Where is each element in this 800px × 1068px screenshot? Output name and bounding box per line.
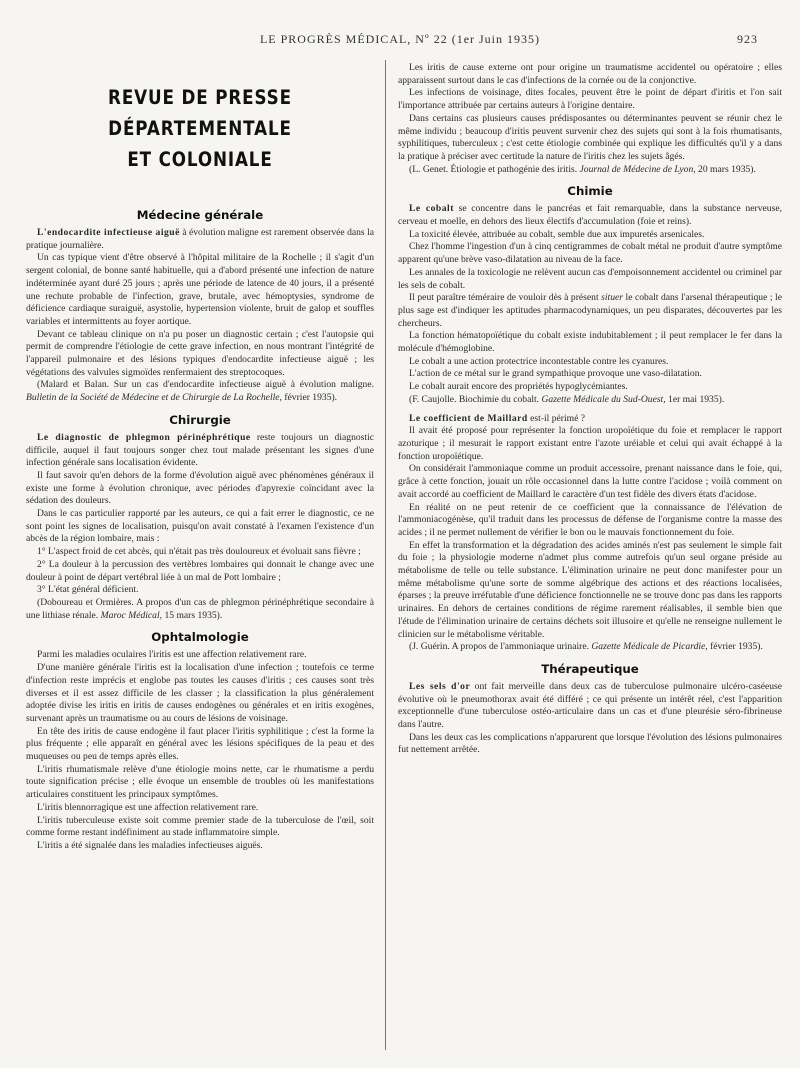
paragraph: Devant ce tableau clinique on n'a pu poser un diagnostic certain ; c'est l'autopsie qui permit de comprendre l'étiologie de cette grave infection, en nous montrant l'intégrité de l'appareil pulmonaire et des lésions typiques d'endocardite infectieuse aiguë ; les végétations des valvules sigmoïdes renfermaient des streptocoques.	[26, 328, 374, 378]
paragraph: Il peut paraître téméraire de vouloir dès à présent situer le cobalt dans l'arsenal thérapeutique ; le plus sage est d'indiquer les aptitudes pharmacodynamiques, un peu disparates, découvertes par les chercheurs.	[398, 292, 782, 329]
paragraph: Le cobalt a une action protectrice incontestable contre les cyanures.	[409, 355, 669, 367]
left-column	[26, 62, 374, 853]
list-item: 2° La douleur à la percussion des vertèbres lombaires qui donnait le change avec une douleur à point de départ vertébral liée à un mal de Pott lombaire ;	[26, 558, 374, 583]
review-title-line1: REVUE DE PRESSE DÉPARTEMENTALE	[108, 86, 292, 140]
list-item: 1° L'aspect froid de cet abcès, qui n'était pas très douloureux et évoluait sans fièvre ;	[37, 546, 361, 558]
lead-term: Le diagnostic de phlegmon périnéphrétique	[37, 431, 251, 443]
lead-term: Le coefficient de Maillard	[409, 412, 528, 424]
paragraph: D'une manière générale l'iritis est la localisation d'une infection ; toutefois ce terme d'infection reste imprécis et englobe pas toutes les causes d'iritis ; ces causes sont très diverses et il est assez difficile de les classer ; la classification la plus généralement adoptée divise les iritis en iritis de causes endogènes ou générales et en iritis exogènes, survenant après un traumatisme ou au cours de lésions de voisinage.	[26, 662, 374, 724]
review-title	[50, 82, 349, 175]
paragraph: Un cas typique vient d'être observé à l'hôpital militaire de la Rochelle ; il s'agit d'un sergent colonial, de bonne santé habituelle, qui a d'abord présenté une infection de nature indéterminée ayant duré 25 jours ; après une période de latence de 40 jours, il a présenté une rechute probable de l'infection, grave, brutale, avec hémoptysies, syndrome de déficience cardiaque suraiguë, asystolie, hypertension violente, bruit de galop et souffles variables et intermittents au foyer aortique.	[26, 252, 374, 327]
section-heading-chimie: Chimie	[567, 184, 613, 199]
lead-term: Le cobalt	[409, 203, 454, 215]
paragraph: La fonction hématopoïétique du cobalt existe indubitablement ; il peut remplacer le fer dans la molécule d'hémoglobine.	[398, 330, 782, 355]
paragraph: On considérait l'ammoniaque comme un produit accessoire, prenant naissance dans le foie, qui, grâce à cette fonction, jouait un rôle occasionnel dans la lutte contre l'acidose ; voilà comment on avait accordé au coefficient de Maillard le caractère d'un test fidèle des divers états d'acidose.	[398, 463, 782, 500]
journal-name: Maroc Médical,	[100, 609, 163, 621]
paragraph: En réalité on ne peut retenir de ce coefficient que la connaissance de l'élévation de l'ammoniacogénèse, qu'il traduit dans les processus de défense de l'organisme contre la masse des acides ; il ne permet nullement de vérifier le bon ou le mauvais fonctionnement du foie.	[398, 501, 782, 538]
reference: (Doboureau et Ormières. A propos d'un cas de phlegmon périnéphrétique secondaire à une lithiase rénale. Maroc Médical, 15 mars 1935).	[26, 596, 374, 621]
reference: (J. Guérin. A propos de l'ammoniaque urinaire. Gazette Médicale de Picardie, février 1935).	[409, 641, 763, 653]
running-title: LE PROGRÈS MÉDICAL, Nº 22 (1er Juin 1935)	[259, 32, 541, 46]
reference: (Malard et Balan. Sur un cas d'endocardite infectieuse aiguë à évolution maligne. Bulletin de la Société de Médecine et de Chirurgie de La Rochelle, février 1935).	[26, 379, 374, 404]
lead-term: L'endocardite infectieuse aiguë	[37, 227, 180, 238]
paragraph: En tête des iritis de cause endogène il faut placer l'iritis syphilitique ; c'est la forme la plus fréquente ; elle apparaît en général avec les lésions spécifiques de la peau et des muqueuses ou peu de temps après elles.	[26, 725, 374, 763]
paragraph: Dans certains cas plusieurs causes prédisposantes ou déterminantes peuvent se réunir chez le même individu ; beaucoup d'iritis peuvent survenir chez des sujets qui sont à la fois rhumatisants, syphilitiques, tuberculeux ; c'est cette étiologie combinée qui explique les difficultés qu'il y a dans la pratique à préciser avec certitude la nature de l'iritis chez les sujets âgés.	[398, 112, 782, 162]
paragraph: L'iritis a été signalée dans les maladies infectieuses aiguës.	[37, 839, 263, 851]
paragraph: L'endocardite infectieuse aiguë à évolution maligne est rarement observée dans la pratique journalière.	[26, 227, 374, 251]
paragraph: Les infections de voisinage, dites focales, peuvent être le point de départ d'iritis et l'on sait l'importance attribuée par certains auteurs à l'origine dentaire.	[398, 87, 782, 112]
paragraph: Le cobalt aurait encore des propriétés hypoglycémiantes.	[409, 381, 628, 393]
journal-name: Journal de Médecine de Lyon,	[579, 163, 696, 175]
paragraph: L'iritis rhumatismale relève d'une étiologie moins nette, car le rhumatisme a perdu toute signification précise ; elle évoque un ensemble de troubles où les manifestations articulaires constituent les principaux symptômes.	[26, 763, 374, 801]
paragraph: Le coefficient de Maillard est-il périmé ?	[409, 412, 586, 424]
running-header	[0, 32, 800, 52]
paragraph: Le diagnostic de phlegmon périnéphrétique reste toujours un diagnostic difficile, auquel il faut toujours songer chez tout malade présentant les signes d'une infection générale sans localisation évidente.	[26, 431, 374, 469]
paragraph: L'iritis tuberculeuse existe soit comme premier stade de la tuberculose de l'œil, soit comme forme restant indéfiniment au stade inflammatoire simple.	[26, 814, 374, 839]
reference: (F. Caujolle. Biochimie du cobalt. Gazette Médicale du Sud-Ouest, 1er mai 1935).	[409, 393, 725, 405]
reference: (L. Genet. Étiologie et pathogénie des iritis. Journal de Médecine de Lyon, 20 mars 1935).	[409, 163, 756, 175]
list-item: 3° L'état général déficient.	[37, 584, 139, 596]
paragraph: Les annales de la toxicologie ne relèvent aucun cas d'empoisonnement accidentel ou criminel par les sels de cobalt.	[398, 266, 782, 291]
journal-name: Bulletin de la Société de Médecine et de Chirurgie de La Rochelle,	[26, 392, 282, 404]
right-column	[398, 62, 782, 757]
paragraph: L'iritis blennorragique est une affection relativement rare.	[37, 801, 259, 813]
page-number: 923	[737, 32, 758, 46]
paragraph: Le cobalt se concentre dans le pancréas et fait remarquable, dans la substance nerveuse, cerveau et moelle, en dehors des lieux électifs d'accumulation (foie et reins).	[398, 203, 782, 228]
section-heading-ophtalmologie: Ophtalmologie	[151, 630, 249, 645]
paragraph: L'action de ce métal sur le grand sympathique provoque une vaso-dilatation.	[409, 368, 702, 380]
paragraph: Il faut savoir qu'en dehors de la forme d'évolution aiguë avec phénomènes généraux il existe une forme à évolution chronique, avec périodes d'apyrexie coïncidant avec la sédation des douleurs.	[26, 469, 374, 507]
section-heading-chirurgie: Chirurgie	[169, 412, 231, 427]
paragraph: Les iritis de cause externe ont pour origine un traumatisme accidentel ou opératoire ; elles apparaissent surtout dans le cas d'infections de la cornée ou de la conjonctive.	[398, 62, 782, 86]
paragraph: La toxicité élevée, attribuée au cobalt, semble due aux impuretés arsenicales.	[409, 228, 705, 240]
paragraph: Les sels d'or ont fait merveille dans deux cas de tuberculose pulmonaire ulcéro-caséeuse évolutive où le pneumothorax avait été différé ; ce qui présente un intérêt réel, c'est l'apparition exceptionnelle d'une tuberculose ostéo-articulaire dans un cas et d'une pleurésie séro-fibrineuse dans l'autre.	[398, 680, 782, 731]
paragraph: Chez l'homme l'ingestion d'un à cinq centigrammes de cobalt métal ne produit d'autre symptôme apparent qu'une brève vaso-dilatation au niveau de la face.	[398, 241, 782, 266]
section-heading-medecine: Médecine générale	[136, 208, 264, 222]
paragraph: Dans le cas particulier rapporté par les auteurs, ce qui a fait errer le diagnostic, ce ne sont point les signes de localisation, puisqu'on avait constaté à l'examen l'existence d'un abcès de la région lombaire, mais :	[26, 508, 374, 545]
paragraph: Dans les deux cas les complications n'apparurent que lorsque l'évolution des lésions pulmonaires fut nettement arrêtée.	[398, 731, 782, 756]
review-title-line2: ET COLONIALE	[127, 148, 273, 171]
paragraph: Il avait été proposé pour représenter la fonction uropoïétique du foie et remplacer le rapport azoturique ; il mesurait le rapport existant entre l'azote uréiable et celui qui avait échappé à la fonction uropoïétique.	[398, 425, 782, 462]
section-heading-therapeutique: Thérapeutique	[541, 661, 639, 676]
paragraph: Parmi les maladies oculaires l'iritis est une affection relativement rare.	[37, 649, 307, 661]
journal-name: Gazette Médicale du Sud-Ouest,	[541, 393, 666, 405]
journal-name: Gazette Médicale de Picardie,	[591, 641, 708, 653]
lead-term: Les sels d'or	[409, 680, 471, 692]
paragraph: En effet la transformation et la dégradation des acides aminés n'est pas seulement le simple fait du foie ; la physiologie moderne n'admet plus comme autrefois qu'un seul organe préside au métabolisme de telle ou telle substance. L'élimination urinaire ne peut donc manifester pour un même métabolisme qu'une sorte de somme algébrique des actions et des réactions localisées, éparses ; la preuve irréfutable d'une déficience fonctionnelle ne se trouve donc pas dans les rapports urinaires. En dehors de certaines conditions de régime rarement réalisables, il semble bien que l'étude de l'élimination urinaire de certains déchets soit illusoire et qu'elle ne renseigne nullement le clinicien sur le métabolisme véritable.	[398, 539, 782, 640]
column-rule	[385, 60, 386, 1050]
